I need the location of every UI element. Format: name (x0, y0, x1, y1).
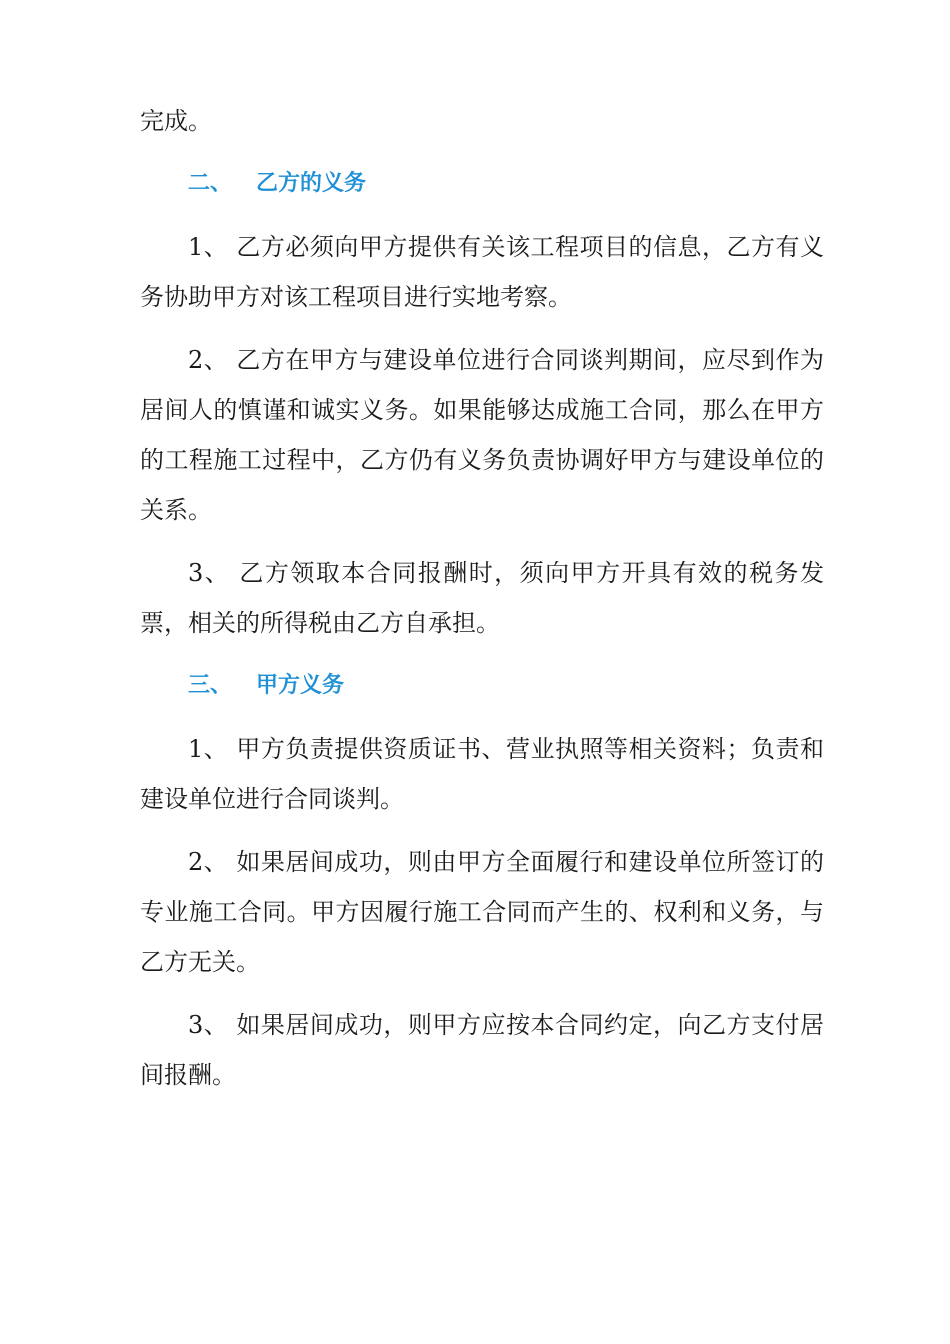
section-title: 甲方义务 (256, 673, 345, 698)
section-number: 三、 (188, 673, 233, 698)
section-heading-party-b (140, 159, 824, 209)
clause-paragraph: 2、 如果居间成功，则由甲方全面履行和建设单位所签订的专业施工合同。甲方因履行施工合同而产生的、权利和义务，与乙方无关。 (140, 848, 824, 976)
clause-paragraph: 3、 乙方领取本合同报酬时，须向甲方开具有效的税务发票，相关的所得税由乙方自承担。 (140, 559, 824, 637)
section-title: 乙方的义务 (256, 171, 367, 196)
document-body (140, 96, 824, 1113)
section-number: 二、 (188, 171, 233, 196)
clause-paragraph: 3、 如果居间成功，则甲方应按本合同约定，向乙方支付居间报酬。 (140, 1011, 824, 1089)
intro-tail-paragraph: 完成。 (140, 107, 212, 135)
clause-paragraph: 2、 乙方在甲方与建设单位进行合同谈判期间，应尽到作为居间人的慎谨和诚实义务。如果能够达成施工合同，那么在甲方的工程施工过程中，乙方仍有义务负责协调好甲方与建设单位的关系。 (140, 346, 824, 524)
section-heading-party-a (140, 661, 824, 711)
clause-paragraph: 1、 甲方负责提供资质证书、营业执照等相关资料；负责和建设单位进行合同谈判。 (140, 735, 824, 813)
clause-paragraph: 1、 乙方必须向甲方提供有关该工程项目的信息，乙方有义务协助甲方对该工程项目进行实地考察。 (140, 233, 824, 311)
